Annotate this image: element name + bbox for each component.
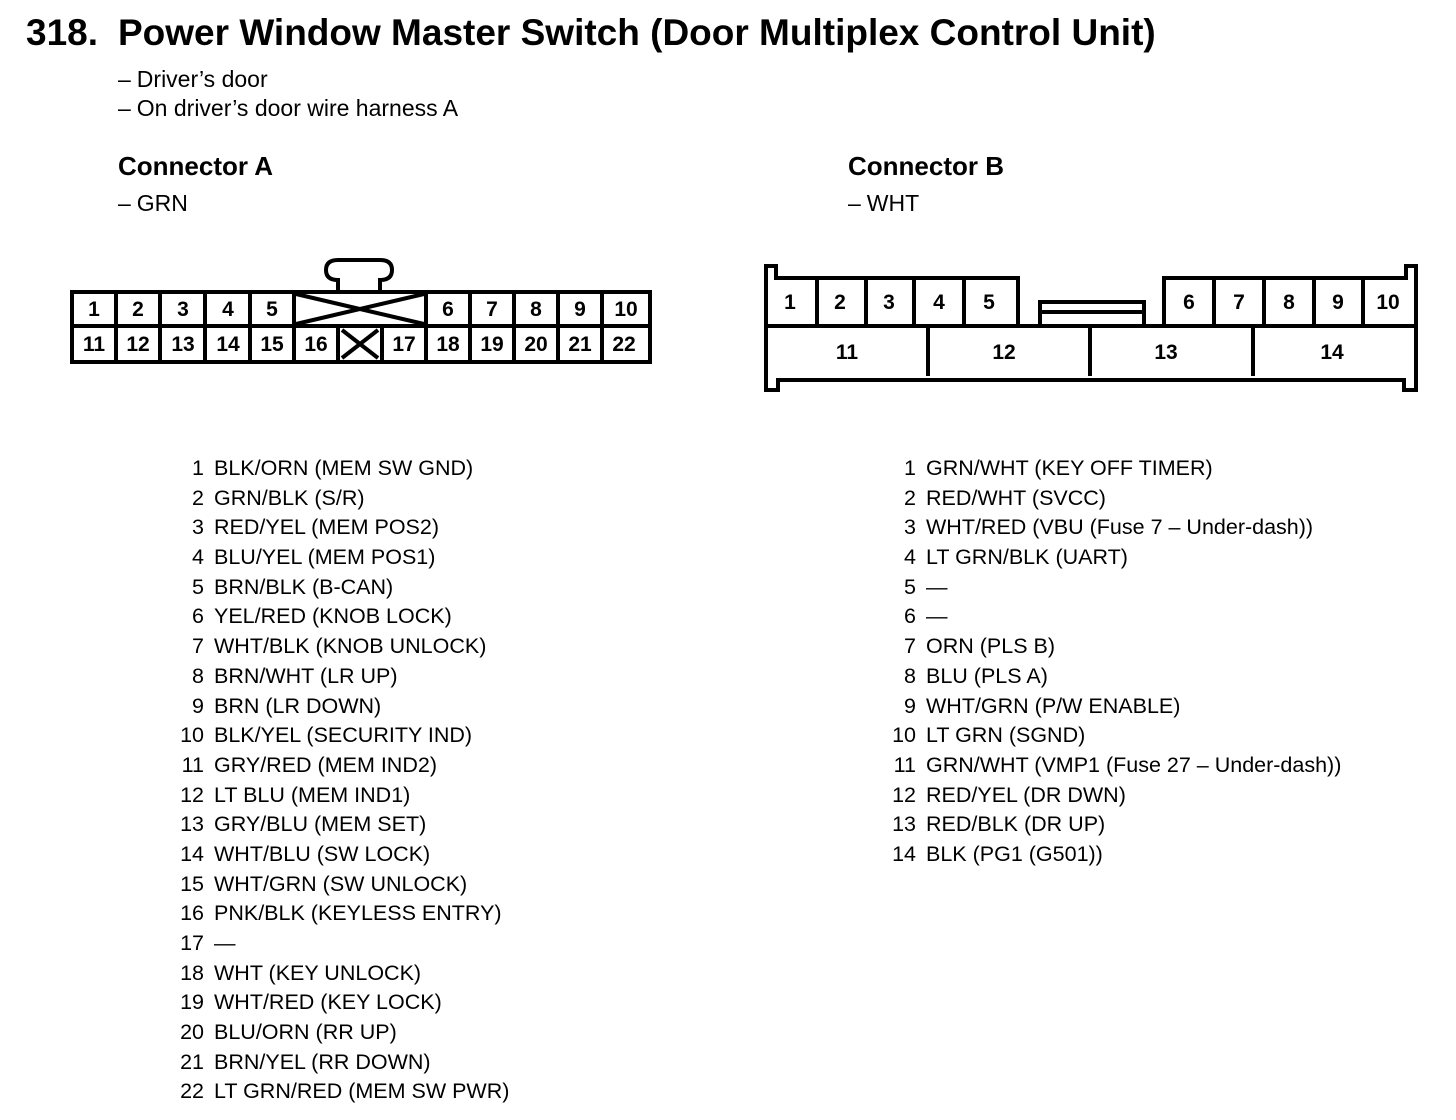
pin-description: LT GRN (SGND) — [926, 723, 1086, 748]
pin-number: 10 — [180, 723, 204, 748]
pin-description: GRY/RED (MEM IND2) — [214, 752, 437, 777]
pin-number: 21 — [180, 1049, 204, 1074]
connector-a-pin-label: 10 — [614, 298, 638, 321]
pin-list-item — [174, 1048, 509, 1078]
title-text: Power Window Master Switch (Door Multiplex Control Unit) — [118, 12, 1156, 53]
connector-a-color: – GRN — [118, 190, 188, 216]
pin-list-item — [174, 662, 509, 692]
connector-b-pin-label: 9 — [1332, 291, 1344, 314]
pin-description: — — [214, 931, 236, 955]
pin-description: YEL/RED (KNOB LOCK) — [214, 604, 452, 629]
pin-number: 1 — [192, 456, 204, 480]
pin-list-item — [886, 543, 1341, 573]
subtitle-line-2: – On driver’s door wire harness A — [118, 95, 459, 121]
pin-list-item — [174, 543, 509, 573]
title-number: 318. — [26, 12, 99, 53]
pin-description: BLK (PG1 (G501)) — [926, 841, 1103, 866]
pin-list-item — [886, 632, 1341, 662]
pin-number: 4 — [192, 545, 204, 570]
pin-number: 2 — [192, 485, 204, 510]
pin-list-item — [886, 573, 1341, 603]
pin-description: GRY/BLU (MEM SET) — [214, 812, 427, 837]
connector-a-pin-list — [174, 454, 509, 1107]
pin-list-item — [886, 454, 1341, 484]
pin-list-item — [886, 721, 1341, 751]
pin-description: BRN/YEL (RR DOWN) — [214, 1049, 431, 1074]
pin-number: 11 — [893, 752, 916, 777]
connector-a-pin-label: 17 — [392, 333, 416, 356]
pin-number: 15 — [180, 871, 204, 896]
pin-number: 8 — [192, 663, 204, 688]
connector-b-pin-label: 8 — [1283, 291, 1295, 314]
pin-number: 14 — [180, 841, 204, 866]
connector-a-pin-label: 1 — [88, 298, 100, 321]
pin-list-item — [174, 810, 509, 840]
pin-number: 3 — [904, 515, 916, 540]
pin-list-item — [174, 781, 509, 811]
pin-number: 10 — [892, 723, 916, 748]
connector-b-pin-label: 4 — [933, 291, 945, 314]
pin-number: 18 — [180, 960, 204, 985]
connector-b-pin-label: 14 — [1320, 341, 1344, 364]
pin-list-item — [886, 692, 1341, 722]
pin-number: 4 — [904, 545, 916, 570]
connector-a-pin-label: 13 — [171, 333, 195, 356]
pin-list-item — [174, 721, 509, 751]
pin-list-item — [174, 573, 509, 603]
pin-number: 7 — [904, 634, 916, 659]
pin-description: BRN (LR DOWN) — [214, 693, 382, 718]
pin-description: RED/BLK (DR UP) — [926, 812, 1106, 837]
pin-description: WHT/BLK (KNOB UNLOCK) — [214, 634, 487, 659]
pin-list-item — [886, 662, 1341, 692]
pin-list-item — [174, 602, 509, 632]
pin-number: 9 — [192, 693, 204, 718]
connector-b-pin-list — [886, 454, 1341, 870]
connector-b-pin-label: 3 — [883, 291, 895, 314]
pin-description: GRN/WHT (VMP1 (Fuse 27 – Under-dash)) — [926, 752, 1342, 777]
pin-description: RED/WHT (SVCC) — [926, 485, 1106, 510]
connector-a-pin-label: 11 — [82, 333, 106, 356]
connector-b-heading: Connector B — [848, 151, 1004, 181]
pin-number: 5 — [904, 574, 916, 599]
pin-list-item — [174, 484, 509, 514]
pin-description: BLU/YEL (MEM POS1) — [214, 545, 436, 570]
connector-a-heading: Connector A — [118, 151, 274, 181]
pin-list-item — [886, 602, 1341, 632]
pin-list-item — [886, 751, 1341, 781]
connector-a-pin-label: 8 — [530, 298, 542, 321]
pin-number: 3 — [192, 515, 204, 540]
pin-list-item — [174, 988, 509, 1018]
pin-description: WHT/GRN (P/W ENABLE) — [926, 693, 1181, 718]
pin-description: BRN/BLK (B-CAN) — [214, 574, 394, 599]
subtitle-line-1: – Driver’s door — [118, 66, 268, 92]
connector-a-pin-label: 20 — [524, 333, 548, 356]
connector-a-pin-label: 14 — [216, 333, 240, 356]
connector-a-pin-label: 7 — [486, 298, 498, 321]
pin-list-item — [174, 1077, 509, 1107]
pin-description: — — [926, 604, 948, 629]
connector-a-pin-label: 21 — [568, 333, 592, 356]
pin-number: 22 — [180, 1079, 204, 1104]
pin-number: 17 — [180, 931, 204, 955]
connector-b-color: – WHT — [848, 190, 920, 216]
connector-b-pin-label: 5 — [983, 291, 995, 314]
pin-number: 14 — [892, 841, 916, 866]
pin-description: BLU/ORN (RR UP) — [214, 1020, 397, 1045]
pin-number: 16 — [180, 901, 204, 926]
pin-number: 19 — [180, 990, 204, 1015]
pin-number: 9 — [904, 693, 916, 718]
pin-number: 12 — [180, 782, 204, 807]
pin-number: 20 — [180, 1020, 204, 1045]
connector-a-pin-label: 4 — [222, 298, 234, 321]
pin-list-item — [886, 840, 1341, 870]
pin-description: RED/YEL (MEM POS2) — [214, 515, 439, 540]
pin-list-item — [174, 1018, 509, 1048]
pin-number: 1 — [904, 456, 916, 480]
pin-number: 8 — [904, 663, 916, 688]
pin-description: LT BLU (MEM IND1) — [214, 782, 411, 807]
pin-list-item — [886, 781, 1341, 811]
pin-number: 6 — [192, 604, 204, 629]
connector-b-pin-label: 1 — [784, 291, 796, 314]
pin-description: BLK/YEL (SECURITY IND) — [214, 723, 473, 748]
pin-number: 11 — [181, 752, 204, 777]
connector-a-pin-label: 16 — [304, 333, 328, 356]
pin-list-item — [174, 899, 509, 929]
connector-a-pin-label: 3 — [177, 298, 189, 321]
connector-b-pin-label: 7 — [1233, 291, 1245, 314]
pin-number: 13 — [892, 812, 916, 837]
pin-number: 2 — [904, 485, 916, 510]
pin-description: BRN/WHT (LR UP) — [214, 663, 398, 688]
pin-list-item — [174, 840, 509, 870]
connector-a-pin-label: 22 — [612, 333, 636, 356]
connector-a-lock-tab — [326, 260, 392, 292]
connector-a-pin-label: 2 — [132, 298, 144, 321]
pin-number: 7 — [192, 634, 204, 659]
connector-a-pin-label: 19 — [480, 333, 504, 356]
pin-description: RED/YEL (DR DWN) — [926, 782, 1126, 807]
connector-a-pin-label: 9 — [574, 298, 586, 321]
pin-list-item — [174, 870, 509, 900]
connector-b-pin-label: 2 — [834, 291, 846, 314]
pin-list-item — [886, 513, 1341, 543]
connector-b-pin-label: 6 — [1183, 291, 1195, 314]
pin-description: WHT (KEY UNLOCK) — [214, 960, 422, 985]
connector-b-pin-label: 11 — [835, 341, 859, 364]
pin-description: LT GRN/BLK (UART) — [926, 545, 1128, 570]
pin-description: GRN/BLK (S/R) — [214, 485, 365, 510]
connector-a-diagram — [0, 0, 1456, 420]
pin-description: WHT/RED (VBU (Fuse 7 – Under-dash)) — [926, 515, 1314, 540]
pin-description: BLU (PLS A) — [926, 663, 1048, 688]
pin-list-item — [174, 929, 509, 959]
pin-list-item — [886, 810, 1341, 840]
pin-description: ORN (PLS B) — [926, 634, 1056, 659]
pin-description: WHT/GRN (SW UNLOCK) — [214, 871, 468, 896]
pin-list-item — [174, 959, 509, 989]
pin-description: WHT/BLU (SW LOCK) — [214, 841, 431, 866]
connector-b-pin-label: 12 — [992, 341, 1016, 364]
pin-description: BLK/ORN (MEM SW GND) — [214, 456, 474, 480]
connector-a-pin-label: 15 — [260, 333, 284, 356]
connector-b-pin-label: 13 — [1154, 341, 1178, 364]
pin-number: 13 — [180, 812, 204, 837]
pin-list-item — [174, 692, 509, 722]
pin-list-item — [174, 454, 509, 484]
pin-number: 12 — [892, 782, 916, 807]
pin-list-item — [886, 484, 1341, 514]
connector-a-pin-label: 6 — [442, 298, 454, 321]
pin-description: PNK/BLK (KEYLESS ENTRY) — [214, 901, 502, 926]
pin-list-item — [174, 632, 509, 662]
connector-a-pin-label: 12 — [126, 333, 150, 356]
connector-a-pin-label: 18 — [436, 333, 460, 356]
pin-list-item — [174, 513, 509, 543]
pin-description: — — [926, 574, 948, 599]
pin-description: GRN/WHT (KEY OFF TIMER) — [926, 456, 1213, 480]
pin-number: 6 — [904, 604, 916, 629]
connector-b-pin-label: 10 — [1376, 291, 1400, 314]
pin-list-item — [174, 751, 509, 781]
pin-description: LT GRN/RED (MEM SW PWR) — [214, 1079, 510, 1104]
connector-a-pin-label: 5 — [266, 298, 278, 321]
pin-description: WHT/RED (KEY LOCK) — [214, 990, 442, 1015]
pin-number: 5 — [192, 574, 204, 599]
